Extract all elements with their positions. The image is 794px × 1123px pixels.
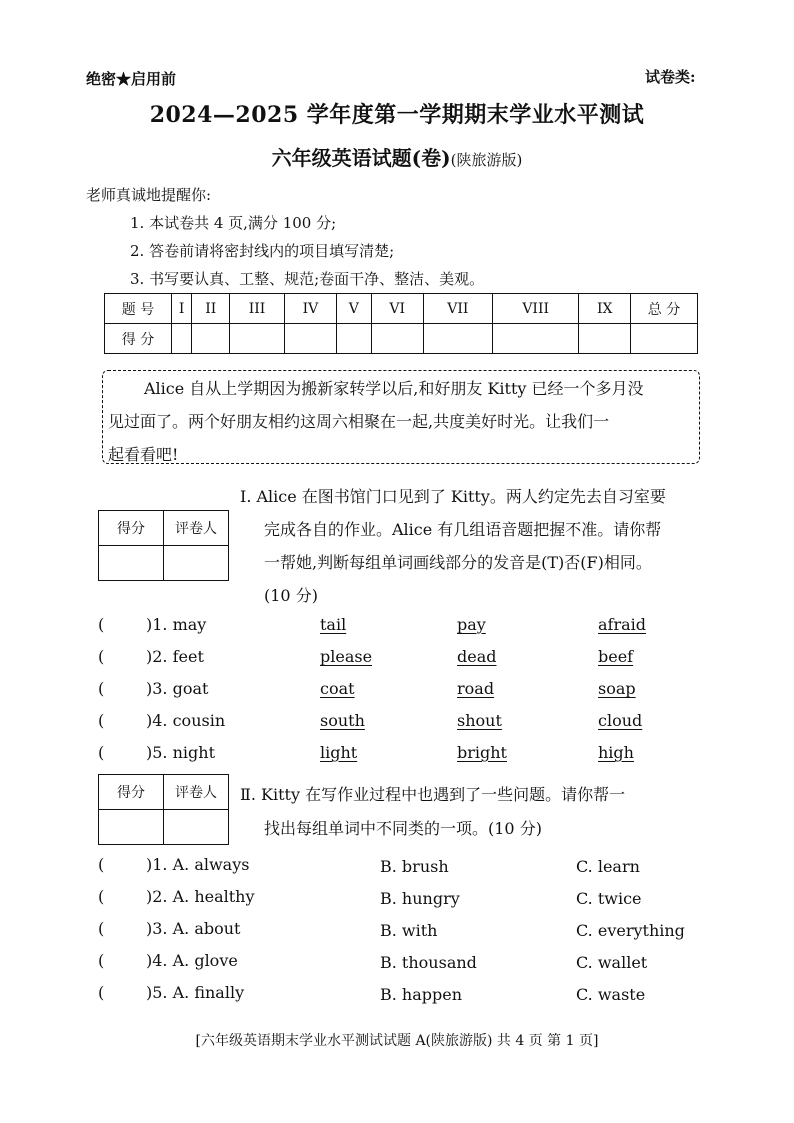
s2-q2-b: B. hungry — [380, 889, 460, 908]
grader-score-cell[interactable] — [99, 810, 164, 845]
s2-paren: ( — [98, 919, 105, 938]
score-cell[interactable] — [579, 324, 631, 354]
secret-label: 绝密★启用前 — [86, 70, 177, 88]
page-footer: [六年级英语期末学业水平测试试题 A(陕旅游版) 共 4 页 第 1 页] — [195, 1033, 599, 1049]
s1-q1-w3: afraid — [598, 615, 647, 634]
s1-q2-w3: beef — [598, 647, 634, 666]
score-cell[interactable] — [371, 324, 423, 354]
s1-q2-word: )2. feet — [146, 647, 204, 666]
score-table-header: 题 号 — [105, 294, 172, 324]
notice-item: 2. 答卷前请将密封线内的项目填写清楚; — [130, 242, 395, 260]
s1-q5-w3: high — [598, 743, 634, 762]
grader-box-1 — [98, 510, 229, 581]
story-line: 见过面了。两个好朋友相约这周六相聚在一起,共度美好时光。让我们一 — [108, 412, 610, 431]
score-cell[interactable] — [192, 324, 230, 354]
s1-paren: ( — [98, 679, 105, 698]
s2-q2-c: C. twice — [576, 889, 642, 908]
score-cell[interactable] — [230, 324, 285, 354]
score-table-header: 总 分 — [631, 294, 698, 324]
section2-line: 找出每组单词中不同类的一项。(10 分) — [264, 819, 542, 838]
s1-q1-w2: pay — [457, 615, 486, 634]
grader-score-cell[interactable] — [99, 546, 164, 581]
score-table-header: VI — [371, 294, 423, 324]
score-row-label: 得 分 — [105, 324, 172, 354]
score-cell[interactable] — [336, 324, 371, 354]
s1-q3-w2: road — [457, 679, 495, 698]
s1-q1-word: )1. may — [146, 615, 207, 634]
s1-q3-w1: coat — [320, 679, 355, 698]
s1-q1-w1: tail — [320, 615, 347, 634]
grader-reviewer-label: 评卷人 — [164, 775, 229, 810]
score-table-header: V — [336, 294, 371, 324]
score-table-header: III — [230, 294, 285, 324]
s1-q2-w2: dead — [457, 647, 497, 666]
score-table — [104, 293, 698, 354]
section1-line: (10 分) — [264, 586, 318, 605]
score-table-header: IV — [285, 294, 337, 324]
s2-q5-a: )5. A. finally — [146, 983, 245, 1002]
section1-line: 完成各自的作业。Alice 有几组语音题把握不准。请你帮 — [264, 520, 662, 539]
s2-paren: ( — [98, 887, 105, 906]
s2-q4-b: B. thousand — [380, 953, 477, 972]
story-line: 起看看吧! — [108, 445, 179, 464]
grader-box-2 — [98, 774, 229, 845]
s1-q3-word: )3. goat — [146, 679, 209, 698]
notice-item: 3. 书写要认真、工整、规范;卷面干净、整洁、美观。 — [130, 270, 485, 288]
grader-reviewer-cell[interactable] — [164, 546, 229, 581]
s1-q5-word: )5. night — [146, 743, 215, 762]
page-title: 2024—2025 学年度第一学期期末学业水平测试 — [149, 102, 645, 128]
s1-q5-w1: light — [320, 743, 358, 762]
s1-q4-w1: south — [320, 711, 365, 730]
s2-paren: ( — [98, 983, 105, 1002]
s2-q4-a: )4. A. glove — [146, 951, 238, 970]
paper-type-label: 试卷类: — [645, 68, 696, 86]
score-table-header: VII — [423, 294, 492, 324]
s1-q4-word: )4. cousin — [146, 711, 226, 730]
score-cell[interactable] — [285, 324, 337, 354]
section1-line: 一帮她,判断每组单词画线部分的发音是(T)否(F)相同。 — [264, 553, 652, 572]
s1-q3-w3: soap — [598, 679, 636, 698]
story-line: Alice 自从上学期因为搬新家转学以后,和好朋友 Kitty 已经一个多月没 — [144, 379, 644, 398]
s2-q3-a: )3. A. about — [146, 919, 241, 938]
score-table-header: VIII — [492, 294, 579, 324]
s1-q5-w2: bright — [457, 743, 507, 762]
story-text — [108, 372, 696, 471]
score-table-header: IX — [579, 294, 631, 324]
score-cell[interactable] — [172, 324, 192, 354]
s2-q2-a: )2. A. healthy — [146, 887, 255, 906]
grader-score-label: 得分 — [99, 511, 164, 546]
section2-line: Ⅱ. Kitty 在写作业过程中也遇到了一些问题。请你帮一 — [240, 785, 626, 804]
s2-q1-c: C. learn — [576, 857, 640, 876]
grader-reviewer-cell[interactable] — [164, 810, 229, 845]
score-cell[interactable] — [423, 324, 492, 354]
grader-reviewer-label: 评卷人 — [164, 511, 229, 546]
s1-q4-w3: cloud — [598, 711, 643, 730]
section1-line: Ⅰ. Alice 在图书馆门口见到了 Kitty。两人约定先去自习室要 — [240, 487, 666, 506]
s2-q3-c: C. everything — [576, 921, 685, 940]
score-cell[interactable] — [492, 324, 579, 354]
score-table-header: I — [172, 294, 192, 324]
grader-score-label: 得分 — [99, 775, 164, 810]
s2-q3-b: B. with — [380, 921, 438, 940]
s2-paren: ( — [98, 951, 105, 970]
notice-heading: 老师真诚地提醒你: — [86, 186, 212, 204]
s1-paren: ( — [98, 711, 105, 730]
subtitle-main: 六年级英语试题(卷) — [271, 146, 451, 170]
s1-paren: ( — [98, 615, 105, 634]
s2-q4-c: C. wallet — [576, 953, 648, 972]
s1-q4-w2: shout — [457, 711, 502, 730]
s2-q5-c: C. waste — [576, 985, 646, 1004]
notice-item: 1. 本试卷共 4 页,满分 100 分; — [130, 214, 337, 232]
s1-paren: ( — [98, 743, 105, 762]
subtitle-edition: (陕旅游版) — [450, 151, 523, 169]
score-table-header: II — [192, 294, 230, 324]
s2-paren: ( — [98, 855, 105, 874]
s1-q2-w1: please — [320, 647, 373, 666]
s2-q1-a: )1. A. always — [146, 855, 250, 874]
s2-q1-b: B. brush — [380, 857, 449, 876]
score-cell[interactable] — [631, 324, 698, 354]
page-subtitle — [0, 142, 794, 171]
s2-q5-b: B. happen — [380, 985, 463, 1004]
s1-paren: ( — [98, 647, 105, 666]
